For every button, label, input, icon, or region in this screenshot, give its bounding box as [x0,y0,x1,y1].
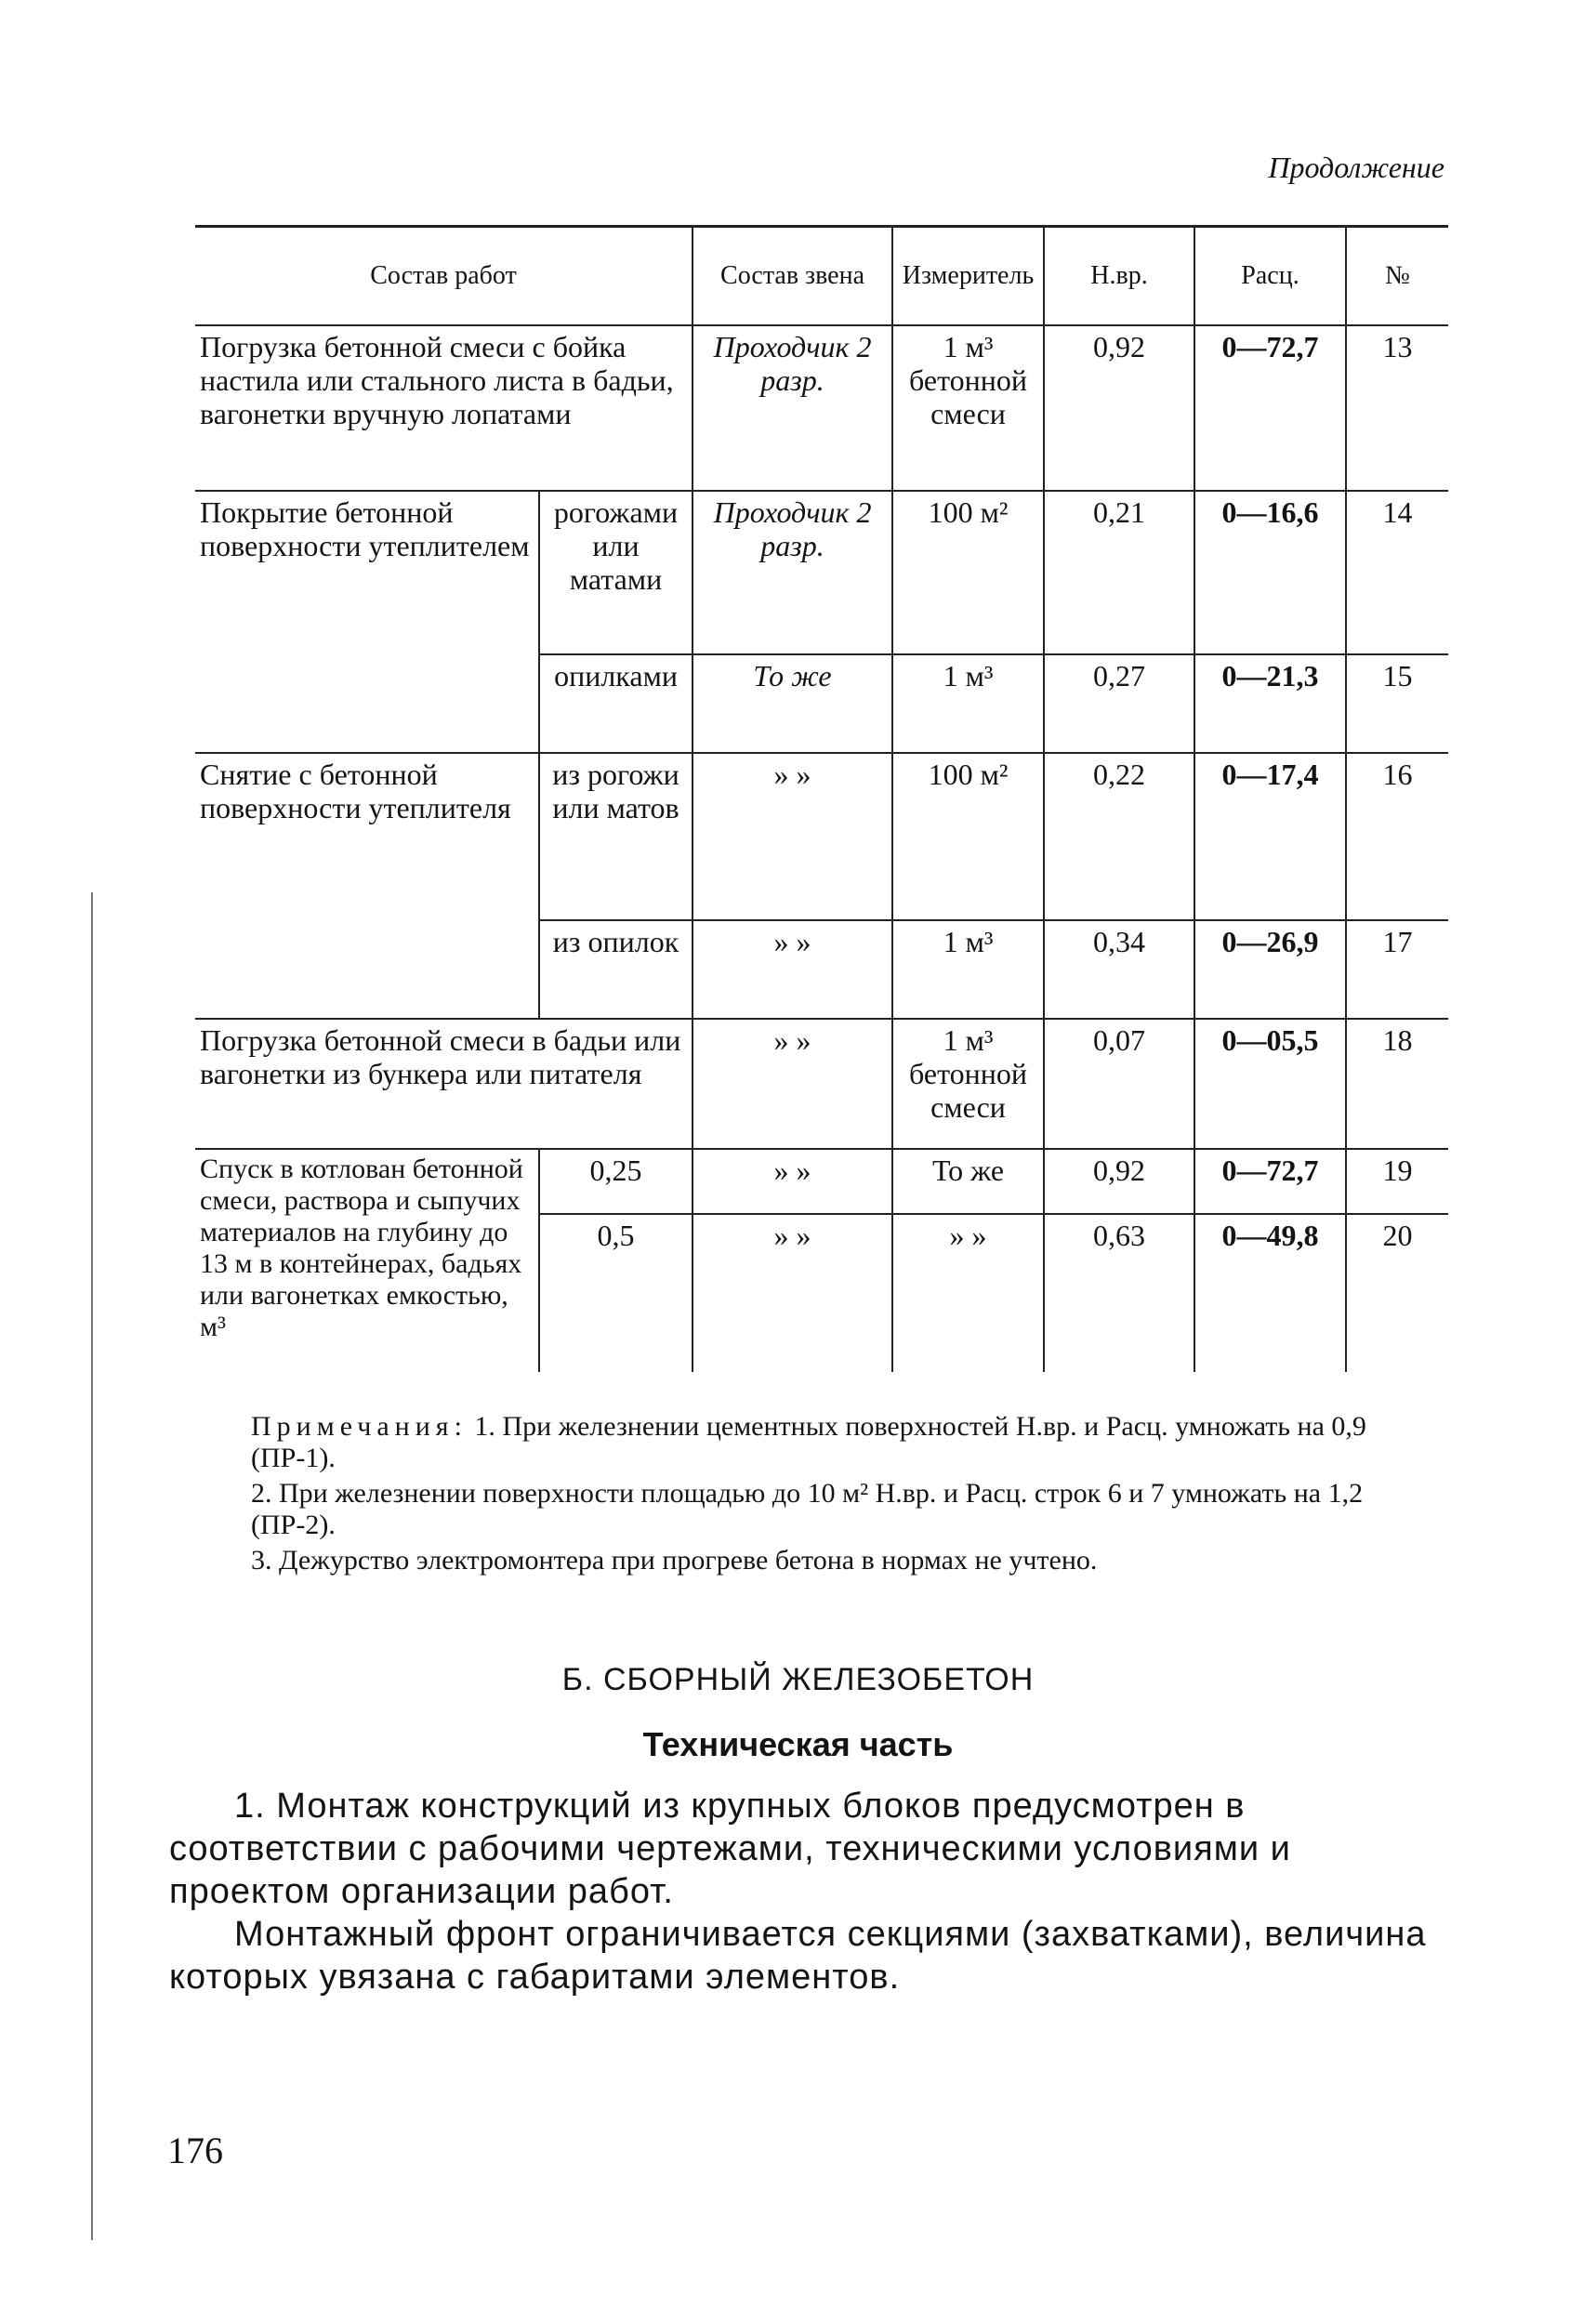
table-row [195,325,1448,491]
cell-rate: 0—49,8 [1194,1214,1346,1372]
cell-num: 15 [1346,654,1448,753]
cell-work: Погрузка бетонной смеси в бадьи или вагонетки из бункера или питателя [200,1023,681,1090]
cell-unit: 100 м² [892,491,1044,654]
cell-rate: 0—17,4 [1194,753,1346,920]
table-row [195,1149,1448,1214]
cell-norm: 0,63 [1044,1214,1194,1372]
cell-rate: 0—72,7 [1194,1149,1346,1214]
note-2: 2. При железнении поверхности площадью до 10 м² Н.вр. и Расц. строк 6 и 7 умножать на 1,2 (ПР-2). [251,1478,1364,1540]
cell-crew: » » [692,920,892,1019]
table-header-row [195,227,1448,326]
cell-crew: То же [692,654,892,753]
header-norm: Н.вр. [1044,227,1194,326]
norms-table [195,225,1448,1372]
note-1: 1. При железнении цементных поверхностей Н.вр. и Расц. умножать на 0,9 (ПР-1). [251,1411,1366,1473]
paragraph: Монтажный фронт ограничивается секциями (захватками), величина которых увязана с габаритами элементов. [169,1915,1427,1997]
scan-edge-line [91,892,93,2240]
cell-work: Покрытие бетонной поверхности утеплителем [200,495,530,562]
cell-sub: 0,5 [539,1214,692,1372]
cell-crew: Проходчик 2 разр. [692,325,892,491]
cell-norm: 0,22 [1044,753,1194,920]
notes-block [175,1411,1448,1580]
cell-norm: 0,21 [1044,491,1194,654]
cell-unit: » » [892,1214,1044,1372]
cell-work: Погрузка бетонной смеси с бойка настила или стального листа в бадьи, вагонетки вручную лопатами [200,330,674,430]
table-row [195,491,1448,654]
paragraph: 1. Монтаж конструкций из крупных блоков предусмотрен в соответствии с рабочими чертежами, техническими условиями и проектом организации работ. [169,1787,1291,1911]
subtitle: Техническая часть [642,1725,954,1763]
continuation-label: Продолжение [1268,151,1444,184]
cell-work: Спуск в котлован бетонной смеси, раствора и сыпучих материалов на глубину до 13 м в контейнерах, бадьях или вагонетках емкостью, м³ [200,1154,523,1342]
header-work: Состав работ [370,261,517,290]
cell-unit: То же [892,1149,1044,1214]
cell-crew: » » [692,753,892,920]
cell-unit: 100 м² [892,753,1044,920]
cell-unit: 1 м³ [892,654,1044,753]
cell-sub: из опилок [539,920,692,1019]
cell-sub: опилками [539,654,692,753]
cell-crew: » » [692,1149,892,1214]
cell-rate: 0—72,7 [1194,325,1346,491]
cell-unit: 1 м³ [892,920,1044,1019]
cell-crew: » » [692,1019,892,1149]
cell-rate: 0—05,5 [1194,1019,1346,1149]
cell-crew: » » [692,1214,892,1372]
body-text [169,1785,1443,1998]
cell-norm: 0,92 [1044,325,1194,491]
notes-label: Примечания: [251,1411,468,1442]
cell-num: 20 [1346,1214,1448,1372]
cell-norm: 0,27 [1044,654,1194,753]
cell-num: 17 [1346,920,1448,1019]
cell-num: 16 [1346,753,1448,920]
header-crew: Состав звена [692,227,892,326]
section-title: Б. СБОРНЫЙ ЖЕЛЕЗОБЕТОН [561,1662,1035,1697]
cell-sub: из рогожи или матов [539,753,692,920]
cell-unit: 1 м³ бетонной смеси [892,1019,1044,1149]
cell-num: 19 [1346,1149,1448,1214]
cell-sub: 0,25 [539,1149,692,1214]
cell-sub: рогожами или матами [539,491,692,654]
cell-norm: 0,34 [1044,920,1194,1019]
header-unit: Измеритель [892,227,1044,326]
note-3: 3. Дежурство электромонтера при прогреве бетона в нормах не учтено. [251,1545,1098,1576]
cell-norm: 0,92 [1044,1149,1194,1214]
table-row [195,753,1448,920]
header-rate: Расц. [1194,227,1346,326]
table-row [195,1019,1448,1149]
cell-rate: 0—21,3 [1194,654,1346,753]
cell-rate: 0—16,6 [1194,491,1346,654]
cell-rate: 0—26,9 [1194,920,1346,1019]
cell-work: Снятие с бетонной поверхности утеплителя [200,758,511,824]
cell-unit: 1 м³ бетонной смеси [892,325,1044,491]
cell-norm: 0,07 [1044,1019,1194,1149]
cell-num: 14 [1346,491,1448,654]
page-number: 176 [167,2130,223,2171]
cell-crew: Проходчик 2 разр. [692,491,892,654]
cell-num: 18 [1346,1019,1448,1149]
header-num: № [1346,227,1448,326]
cell-num: 13 [1346,325,1448,491]
